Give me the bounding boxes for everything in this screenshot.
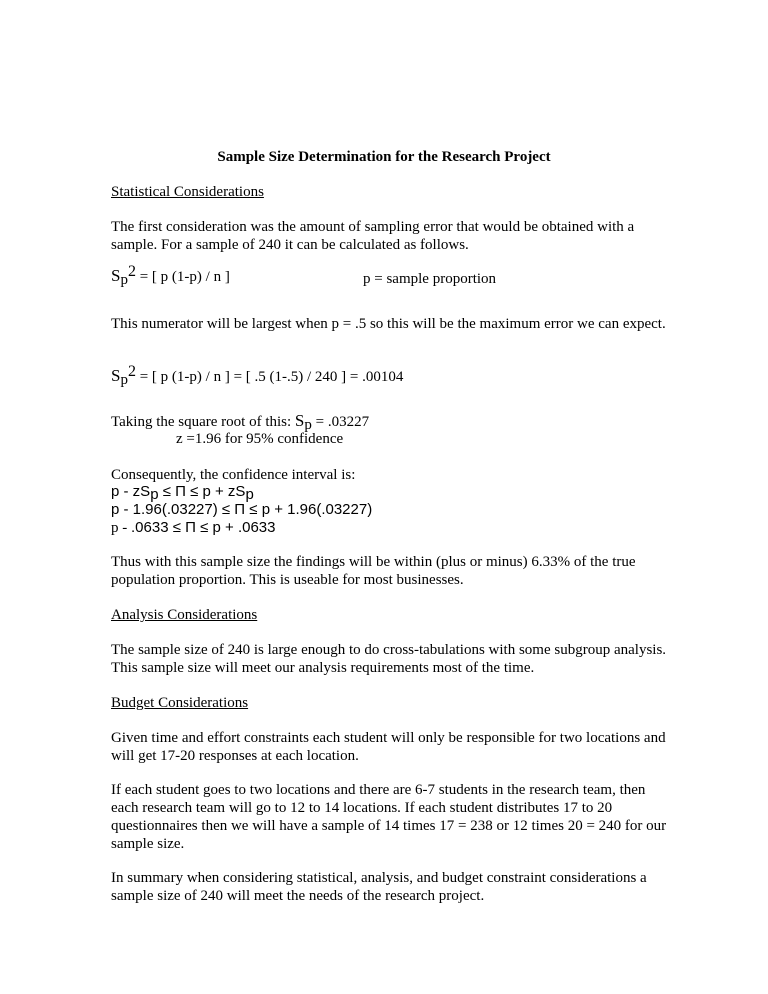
formula-computed-sub: p [120, 372, 128, 388]
ci-intro: Consequently, the confidence interval is: [111, 467, 356, 483]
ci-line-1-a-sub: p [150, 486, 159, 503]
formula-computed-rhs: = [ p (1-p) / n ] = [ .5 (1-.5) / 240 ] = .00104 [135, 369, 404, 385]
ci-line-3-b: .0633 ≤ Π ≤ p + .0633 [131, 519, 276, 536]
formula-variance-rhs: = [ p (1-p) / n ] [135, 269, 230, 285]
ci-line-1 [111, 483, 254, 501]
budget-summary: In summary when considering statistical, analysis, and budget constraint considerations a sample size of 240 will meet the needs of the research project. [111, 870, 647, 904]
sqrt-value: = .03227 [311, 414, 370, 430]
ci-line-3 [111, 519, 275, 537]
heading-statistical: Statistical Considerations [111, 184, 264, 200]
z-line: z =1.96 for 95% confidence [176, 431, 344, 447]
sqrt-line [111, 412, 369, 431]
sqrt-s: S [294, 411, 305, 430]
ci-line-1-a: p - zS [111, 483, 151, 500]
formula-computed [111, 363, 404, 388]
statistical-conclusion: Thus with this sample size the findings will be within (plus or minus) 6.33% of the true population proportion. This is useable for most businesses. [111, 554, 636, 588]
statistical-intro: The first consideration was the amount of sampling error that would be obtained with a sample. For a sample of 240 it can be calculated as follows. [111, 219, 635, 253]
budget-paragraph-1: Given time and effort constraints each student will only be responsible for two locations and will get 17-20 responses at each location. [111, 730, 666, 764]
sqrt-sub: p [304, 417, 312, 433]
formula-computed-s: S [111, 366, 121, 385]
formula-variance [111, 263, 230, 288]
ci-line-2: p - 1.96(.03227) ≤ Π ≤ p + 1.96(.03227) [111, 501, 373, 518]
formula-variance-sup: 2 [127, 263, 136, 280]
sqrt-prefix: Taking the square root of this: [111, 414, 295, 430]
ci-line-1-b-sub: p [245, 486, 254, 503]
formula-variance-sub: p [120, 272, 128, 288]
heading-budget: Budget Considerations [111, 695, 249, 711]
formula-computed-sup: 2 [127, 363, 136, 380]
heading-analysis: Analysis Considerations [111, 607, 258, 623]
budget-paragraph-2: If each student goes to two locations and there are 6-7 students in the research team, then each research team will go to 12 to 14 locations. If each student distributes 17 to 20 questionnaires then we will have a sample of 14 times 17 = 238 or 12 times 20 = 240 for our sample size. [111, 782, 667, 852]
formula-variance-note: p = sample proportion [363, 271, 497, 287]
ci-line-1-b: ≤ Π ≤ p + zS [158, 483, 246, 500]
analysis-text: The sample size of 240 is large enough to do cross-tabulations with some subgroup analysis. This sample size will meet our analysis requirements most of the time. [111, 642, 667, 676]
numerator-text: This numerator will be largest when p = .5 so this will be the maximum error we can expect. [111, 316, 666, 332]
ci-line-3-a: p - [111, 520, 131, 536]
formula-variance-s: S [111, 266, 121, 285]
document-title: Sample Size Determination for the Research Project [217, 149, 551, 165]
